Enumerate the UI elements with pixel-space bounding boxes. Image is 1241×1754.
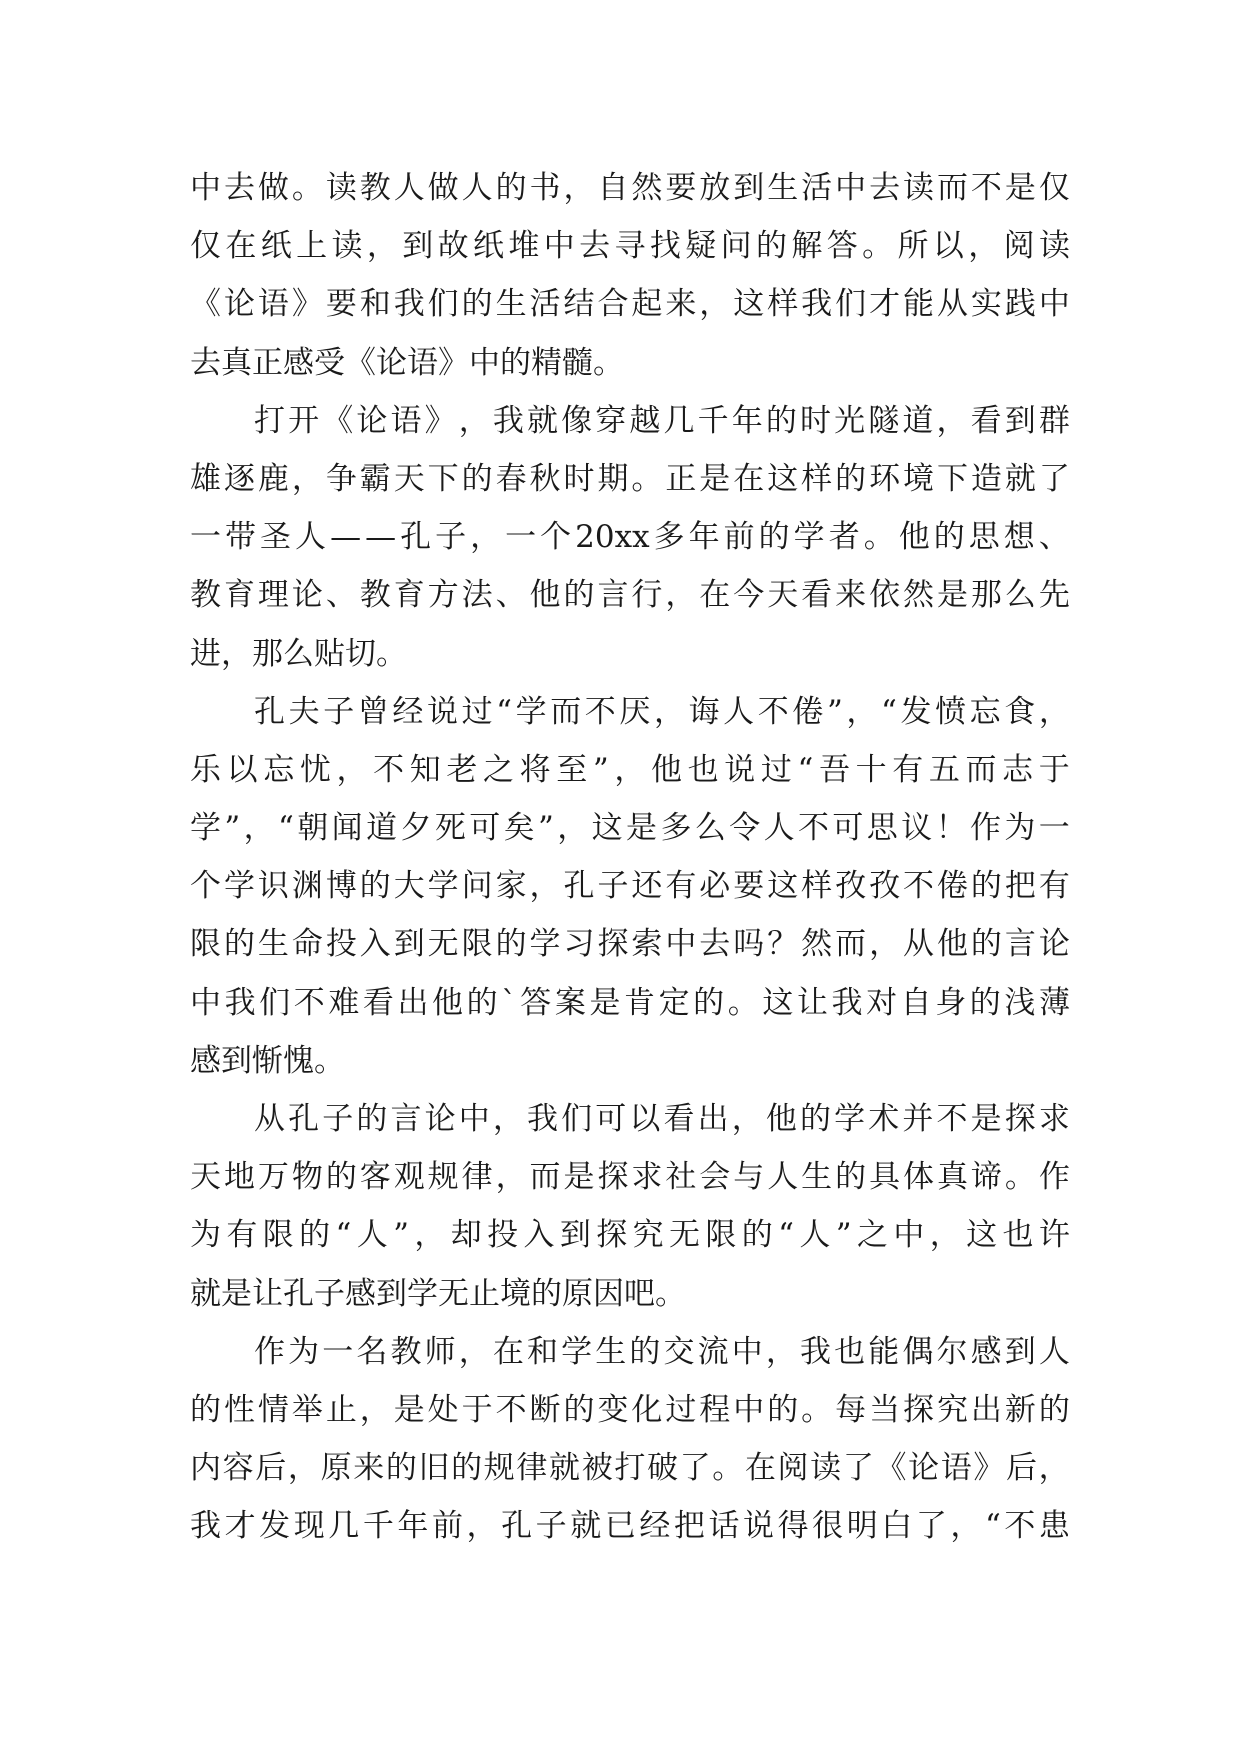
text-line: 内 容 后 ， 原 来 的 旧 的 规 律 就 被 打 破 了 。 在 阅 读 了 《 论 语 》 后 ， [190, 1450, 1070, 1487]
text-line: 天 地 万 物 的 客 观 规 律 ， 而 是 探 求 社 会 与 人 生 的 具 体 真 谛 。 作 [190, 1159, 1070, 1196]
text-line: 孔 夫 子 曾 经 说 过 “ 学 而 不 厌 ， 诲 人 不 倦 ” ， “ 发 愤 忘 食 ， [254, 693, 1070, 730]
text-line: 限 的 生 命 投 入 到 无 限 的 学 习 探 索 中 去 吗 ？ 然 而 ， 从 他 的 言 论 [190, 926, 1070, 963]
text-line: 的 性 情 举 止 ， 是 处 于 不 断 的 变 化 过 程 中 的 。 每 当 探 究 出 新 的 [190, 1391, 1070, 1428]
text-line: 一 带 圣 人 — — 孔 子 ， 一 个 20xx 多 年 前 的 学 者 。 他 的 思 想 、 [190, 519, 1070, 556]
text-line: 从 孔 子 的 言 论 中 ， 我 们 可 以 看 出 ， 他 的 学 术 并 不 是 探 求 [254, 1101, 1070, 1137]
text-line: 为 有 限 的 “ 人 ” ， 却 投 入 到 探 究 无 限 的 “ 人 ” 之 中 ， 这 也 许 [190, 1217, 1070, 1254]
text-line: 学 ” ， “ 朝 闻 道 夕 死 可 矣 ” ， 这 是 多 么 令 人 不 可 思 议 ！ 作 为 一 [190, 810, 1070, 847]
text-line: 教 育 理 论 、 教 育 方 法 、 他 的 言 行 ， 在 今 天 看 来 依 然 是 那 么 先 [190, 577, 1070, 614]
text-line: 我 才 发 现 几 千 年 前 ， 孔 子 就 已 经 把 话 说 得 很 明 白 了 ， “ 不 患 [190, 1508, 1070, 1545]
text-line: 雄 逐 鹿 ， 争 霸 天 下 的 春 秋 时 期 。 正 是 在 这 样 的 环 境 下 造 就 了 [190, 460, 1070, 497]
text-line: 进，那么贴切。 [190, 635, 407, 672]
text-line: 仅 在 纸 上 读 ， 到 故 纸 堆 中 去 寻 找 疑 问 的 解 答 。 所 以 ， 阅 读 [190, 228, 1070, 265]
text-line: 中 去 做 。 读 教 人 做 人 的 书 ， 自 然 要 放 到 生 活 中 去 读 而 不 是 仅 [190, 170, 1070, 206]
text-line: 《 论 语 》 要 和 我 们 的 生 活 结 合 起 来 ， 这 样 我 们 才 能 从 实 践 中 [190, 286, 1070, 323]
text-line: 就是让孔子感到学无止境的原因吧。 [190, 1275, 686, 1312]
text-line: 乐 以 忘 忧 ， 不 知 老 之 将 至 ” ， 他 也 说 过 “ 吾 十 有 五 而 志 于 [190, 751, 1070, 788]
text-line: 个 学 识 渊 博 的 大 学 问 家 ， 孔 子 还 有 必 要 这 样 孜 孜 不 倦 的 把 有 [190, 868, 1070, 905]
text-line: 中 我 们 不 难 看 出 他 的 ` 答 案 是 肯 定 的 。 这 让 我 对 自 身 的 浅 薄 [190, 984, 1070, 1021]
text-line: 打 开 《 论 语 》 ， 我 就 像 穿 越 几 千 年 的 时 光 隧 道 ， 看 到 群 [254, 402, 1070, 439]
body-text [190, 159, 1070, 1556]
text-line: 作 为 一 名 教 师 ， 在 和 学 生 的 交 流 中 ， 我 也 能 偶 尔 感 到 人 [254, 1333, 1070, 1370]
text-line: 去真正感受《论语》中的精髓。 [190, 344, 624, 381]
text-line: 感到惭愧。 [190, 1042, 345, 1079]
